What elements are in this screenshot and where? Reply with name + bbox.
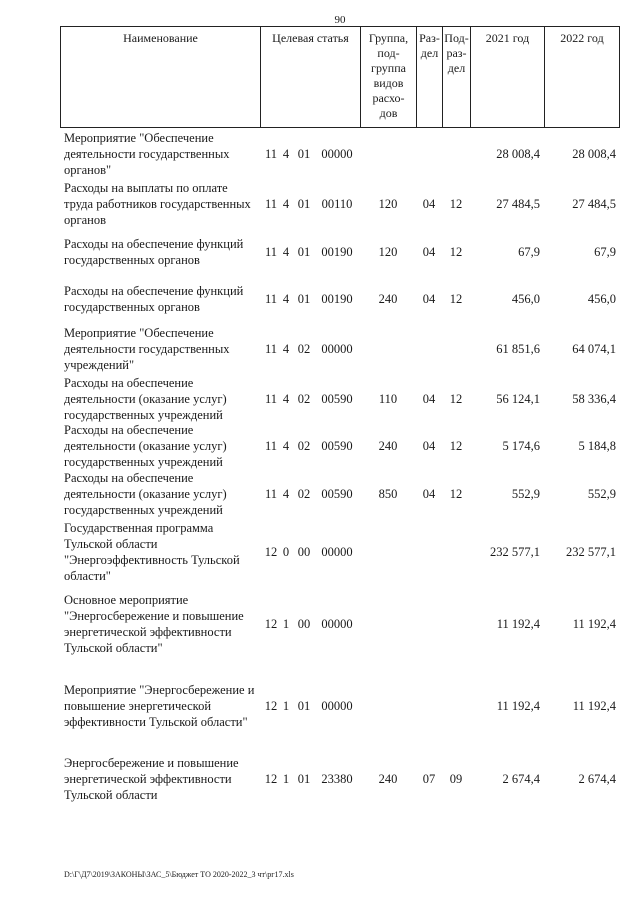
code-d: 00000 (321, 617, 353, 631)
code-b: 1 (282, 699, 290, 713)
code-a: 11 (264, 342, 278, 356)
subsection-code: 12 (449, 439, 463, 453)
code-d: 00000 (321, 342, 353, 356)
header-subsection: Под- раз- дел (442, 27, 470, 127)
code-c: 01 (297, 245, 311, 259)
code-c: 00 (297, 545, 311, 559)
value-2022: 58 336,4 (572, 392, 616, 406)
value-2022: 11 192,4 (572, 617, 616, 631)
code-c: 00 (297, 617, 311, 631)
group-code: 240 (378, 772, 398, 786)
code-a: 11 (264, 392, 278, 406)
row-name: Мероприятие "Обеспечение деятельности государственных органов" (64, 131, 230, 177)
value-2021: 27 484,5 (496, 197, 540, 211)
code-b: 4 (282, 392, 290, 406)
section-code: 04 (422, 439, 436, 453)
code-c: 01 (297, 292, 311, 306)
code-d: 23380 (321, 772, 353, 786)
group-code: 850 (378, 487, 398, 501)
group-code: 120 (378, 197, 398, 211)
code-c: 01 (297, 772, 311, 786)
code-d: 00590 (321, 392, 353, 406)
value-2022: 552,9 (587, 487, 616, 501)
value-2022: 27 484,5 (572, 197, 616, 211)
section-code: 04 (422, 292, 436, 306)
value-2021: 67,9 (518, 245, 540, 259)
code-d: 00000 (321, 147, 353, 161)
code-a: 11 (264, 487, 278, 501)
value-2021: 456,0 (511, 292, 540, 306)
code-d: 00190 (321, 292, 353, 306)
row-name: Расходы на обеспечение деятельности (оказание услуг) государственных учреждений (64, 423, 227, 469)
code-d: 00590 (321, 487, 353, 501)
value-2022: 11 192,4 (572, 699, 616, 713)
row-name: Основное мероприятие "Энергосбережение и повышение энергетической эффективности Тульской области" (64, 593, 244, 655)
value-2021: 28 008,4 (496, 147, 540, 161)
row-name: Расходы на обеспечение функций государственных органов (64, 284, 244, 314)
subsection-code: 12 (449, 392, 463, 406)
subsection-code: 12 (449, 487, 463, 501)
code-a: 11 (264, 197, 278, 211)
code-c: 02 (297, 487, 311, 501)
code-a: 12 (264, 617, 278, 631)
section-code: 04 (422, 392, 436, 406)
value-2021: 2 674,4 (502, 772, 540, 786)
section-code: 04 (422, 197, 436, 211)
code-d: 00590 (321, 439, 353, 453)
code-b: 0 (282, 545, 290, 559)
code-b: 4 (282, 342, 290, 356)
code-c: 01 (297, 197, 311, 211)
code-a: 11 (264, 292, 278, 306)
value-2021: 56 124,1 (496, 392, 540, 406)
value-2021: 11 192,4 (496, 699, 540, 713)
code-a: 11 (264, 245, 278, 259)
code-d: 00190 (321, 245, 353, 259)
code-c: 02 (297, 439, 311, 453)
code-c: 01 (297, 147, 311, 161)
value-2022: 67,9 (594, 245, 616, 259)
code-c: 02 (297, 392, 311, 406)
group-code: 110 (378, 392, 398, 406)
value-2021: 11 192,4 (496, 617, 540, 631)
code-b: 4 (282, 487, 290, 501)
code-b: 4 (282, 147, 290, 161)
code-a: 12 (264, 699, 278, 713)
group-code: 240 (378, 439, 398, 453)
row-name: Государственная программа Тульской области "Энергоэффективность Тульской области" (64, 521, 240, 583)
header-2022: 2022 год (544, 27, 620, 127)
code-c: 01 (297, 699, 311, 713)
code-b: 4 (282, 292, 290, 306)
value-2022: 2 674,4 (578, 772, 616, 786)
value-2022: 456,0 (587, 292, 616, 306)
section-code: 04 (422, 245, 436, 259)
row-name: Расходы на выплаты по оплате труда работников государственных органов (64, 181, 251, 227)
row-name: Мероприятие "Обеспечение деятельности государственных учреждений" (64, 326, 230, 372)
row-name: Энергосбережение и повышение энергетической эффективности Тульской области (64, 756, 239, 802)
file-path-footer: D:\Г\Д7\2019\ЗАКОНЫ\ЗАС_5\Бюджет ТО 2020-2022_3 чт\рг17.xls (64, 870, 294, 879)
header-group: Группа, под- группа видов расхо- дов (360, 27, 416, 127)
row-name: Расходы на обеспечение деятельности (оказание услуг) государственных учреждений (64, 376, 227, 422)
code-a: 11 (264, 439, 278, 453)
value-2021: 61 851,6 (496, 342, 540, 356)
table-header (60, 26, 620, 128)
subsection-code: 09 (449, 772, 463, 786)
section-code: 07 (422, 772, 436, 786)
value-2021: 232 577,1 (490, 545, 540, 559)
value-2022: 5 184,8 (578, 439, 616, 453)
header-name: Наименование (60, 27, 260, 127)
header-2021: 2021 год (470, 27, 544, 127)
value-2022: 232 577,1 (566, 545, 616, 559)
group-code: 120 (378, 245, 398, 259)
section-code: 04 (422, 487, 436, 501)
subsection-code: 12 (449, 292, 463, 306)
row-name: Расходы на обеспечение функций государственных органов (64, 237, 244, 267)
value-2021: 5 174,6 (502, 439, 540, 453)
code-b: 1 (282, 772, 290, 786)
value-2022: 28 008,4 (572, 147, 616, 161)
code-d: 00110 (321, 197, 353, 211)
code-d: 00000 (321, 699, 353, 713)
code-c: 02 (297, 342, 311, 356)
code-b: 4 (282, 439, 290, 453)
value-2021: 552,9 (511, 487, 540, 501)
header-section: Раз- дел (416, 27, 442, 127)
code-b: 1 (282, 617, 290, 631)
code-d: 00000 (321, 545, 353, 559)
row-name: Мероприятие "Энергосбережение и повышение энергетической эффективности Тульской области" (64, 683, 255, 729)
header-target: Целевая статья (260, 27, 360, 127)
group-code: 240 (378, 292, 398, 306)
value-2022: 64 074,1 (572, 342, 616, 356)
code-b: 4 (282, 197, 290, 211)
code-a: 11 (264, 147, 278, 161)
subsection-code: 12 (449, 197, 463, 211)
page-number: 90 (334, 14, 346, 26)
code-a: 12 (264, 772, 278, 786)
code-b: 4 (282, 245, 290, 259)
code-a: 12 (264, 545, 278, 559)
row-name: Расходы на обеспечение деятельности (оказание услуг) государственных учреждений (64, 471, 227, 517)
subsection-code: 12 (449, 245, 463, 259)
